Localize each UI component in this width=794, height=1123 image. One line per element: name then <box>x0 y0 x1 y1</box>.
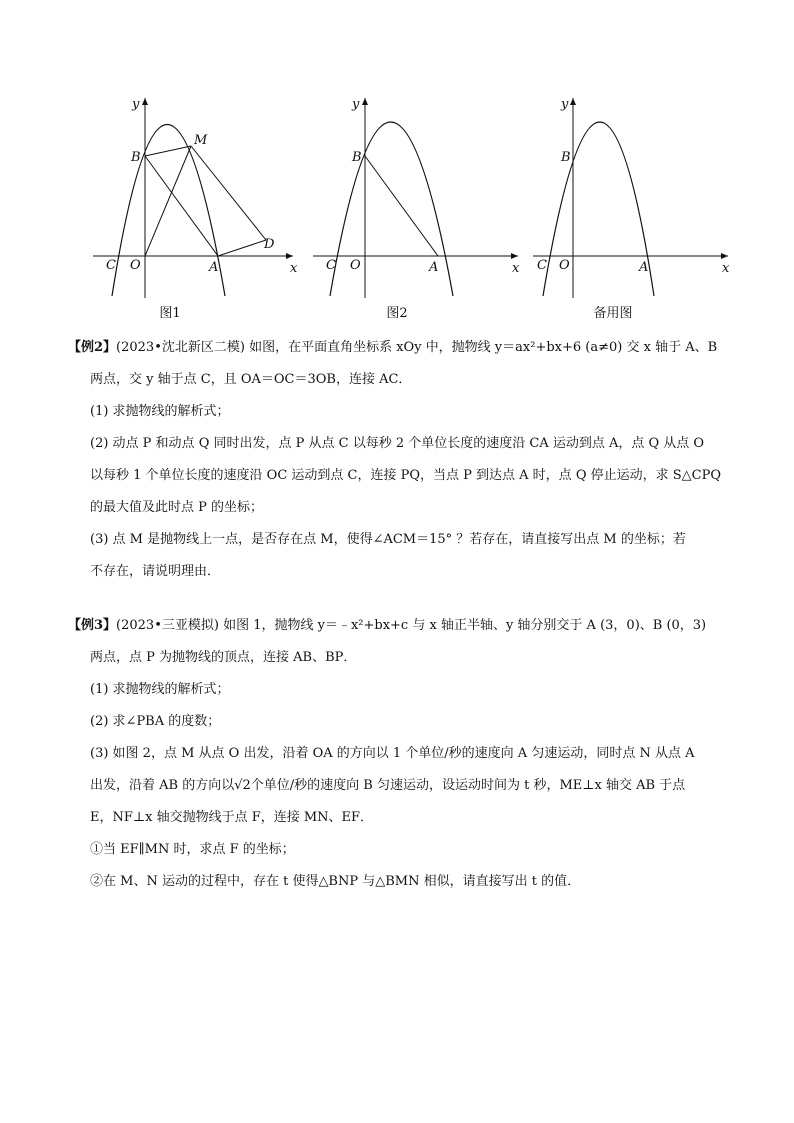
y-axis-arrow <box>570 98 576 105</box>
point-A-label: A <box>429 260 439 275</box>
y-axis-arrow <box>142 98 148 105</box>
x-label: x <box>512 261 520 276</box>
example-2-question-2-line-3: 的最大值及此时点 P 的坐标； <box>90 500 264 515</box>
x-axis-arrow <box>721 253 728 259</box>
example-3-question-3-line-1: (3) 如图 2，点 M 从点 O 出发，沿着 OA 的方向以 1 个单位/秒的速度向 A 匀速运动，同时点 N 从点 A <box>90 746 695 761</box>
figure-1 <box>88 88 308 308</box>
example-2 <box>68 332 744 588</box>
example-2-question-2-line-1: (2) 动点 P 和动点 Q 同时出发，点 P 从点 C 以每秒 2 个单位长度的速度沿 CA 运动到点 A，点 Q 从点 O <box>90 436 705 451</box>
y-label: y <box>561 97 569 112</box>
example-3-question-3-line-2: 出发，沿着 AB 的方向以√2个单位/秒的速度向 B 匀速运动，设运动时间为 t 秒，ME⊥x 轴交 AB 于点 <box>90 778 686 793</box>
point-B-label: B <box>561 150 571 165</box>
x-label: x <box>722 261 730 276</box>
example-3-question-3-line-3: E，NF⊥x 轴交抛物线于点 F，连接 MN、EF． <box>90 810 374 825</box>
example-3-subquestion-1: ①当 EF∥MN 时，求点 F 的坐标； <box>90 842 295 857</box>
point-A-label: A <box>209 260 219 275</box>
example-3-tag: 【例3】 <box>68 618 117 633</box>
x-axis-arrow <box>511 253 518 259</box>
caption-figure-2: 图2 <box>386 306 408 321</box>
example-2-question-3-line-2: 不存在，请说明理由． <box>90 564 221 579</box>
origin-label: O <box>350 258 361 273</box>
example-3-question-2: (2) 求∠PBA 的度数； <box>90 714 221 729</box>
segment-BA <box>365 156 438 256</box>
figure-1-svg <box>88 88 308 308</box>
example-3-subquestion-2: ②在 M、N 运动的过程中，存在 t 使得△BNP 与△BMN 相似，请直接写出 t 的值． <box>90 874 581 889</box>
problems <box>68 332 744 898</box>
y-label: y <box>132 97 140 112</box>
y-axis-arrow <box>362 98 368 105</box>
segment-AD <box>218 240 266 256</box>
origin-label: O <box>130 258 141 273</box>
example-2-line-1 <box>68 332 744 364</box>
figure-2 <box>308 88 528 308</box>
example-2-intro: (2023•沈北新区二模) 如图，在平面直角坐标系 xOy 中，抛物线 y＝ax²+bx+6 (a≠0) 交 x 轴于 A、B <box>116 340 718 355</box>
segment-OM <box>145 146 191 256</box>
point-A-label: A <box>639 260 649 275</box>
point-D-label: D <box>264 237 275 252</box>
segment-BM <box>145 146 191 156</box>
x-axis-arrow <box>286 253 293 259</box>
example-3-line-2: 两点，点 P 为抛物线的顶点，连接 AB、BP． <box>90 650 357 665</box>
example-2-line-2: 两点，交 y 轴于点 C，且 OA＝OC＝3OB，连接 AC． <box>90 372 412 387</box>
point-M-label: M <box>194 133 208 148</box>
y-label: y <box>352 97 360 112</box>
figure-spare-svg <box>528 88 738 308</box>
example-3 <box>68 610 744 898</box>
point-C-label: C <box>537 258 547 273</box>
figures-row <box>0 88 794 328</box>
point-C-label: C <box>106 258 116 273</box>
segment-MD <box>191 146 266 240</box>
point-B-label: B <box>131 150 141 165</box>
example-2-question-3-line-1: (3) 点 M 是抛物线上一点，是否存在点 M，使得∠ACM＝15° ？若存在，请直接写出点 M 的坐标；若 <box>90 532 686 547</box>
figure-spare <box>528 88 738 308</box>
caption-figure-spare: 备用图 <box>593 306 633 321</box>
point-C-label: C <box>326 258 336 273</box>
point-B-label: B <box>352 150 362 165</box>
x-label: x <box>290 261 298 276</box>
example-3-intro: (2023•三亚模拟) 如图 1，抛物线 y＝﹣x²+bx+c 与 x 轴正半轴、y 轴分别交于 A (3，0)、B (0，3) <box>116 618 707 633</box>
example-2-question-2-line-2: 以每秒 1 个单位长度的速度沿 OC 运动到点 C，连接 PQ，当点 P 到达点 A 时，点 Q 停止运动，求 S△CPQ <box>90 468 721 483</box>
example-3-line-1 <box>68 610 744 642</box>
example-2-tag: 【例2】 <box>68 340 117 355</box>
origin-label: O <box>559 258 570 273</box>
spacer <box>74 588 744 610</box>
example-3-question-1: (1) 求抛物线的解析式； <box>90 682 230 697</box>
caption-figure-1: 图1 <box>159 306 181 321</box>
example-2-question-1: (1) 求抛物线的解析式； <box>90 404 230 419</box>
figure-2-svg <box>308 88 528 308</box>
